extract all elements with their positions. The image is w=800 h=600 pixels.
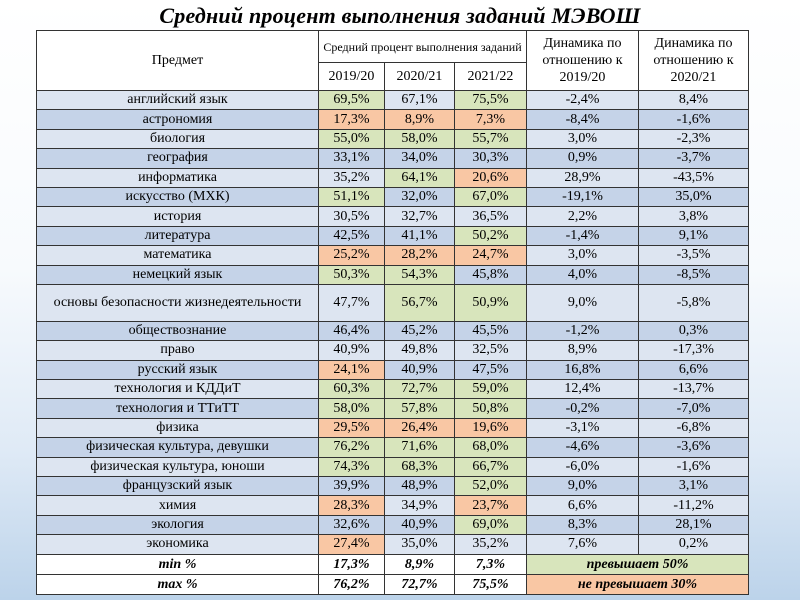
table-row <box>37 515 749 534</box>
subject-cell: технология и ТТиТТ <box>37 399 319 418</box>
dynamics-2019-20-cell: 0,9% <box>527 149 639 168</box>
dynamics-2019-20-cell: 9,0% <box>527 284 639 321</box>
subject-cell: математика <box>37 246 319 265</box>
dynamics-2020-21-cell: -5,8% <box>639 284 749 321</box>
min-label: min % <box>37 554 319 574</box>
dynamics-2019-20-cell: 8,3% <box>527 515 639 534</box>
dynamics-2019-20-cell: -1,2% <box>527 321 639 340</box>
dynamics-2020-21-cell: -43,5% <box>639 168 749 187</box>
dynamics-2020-21-cell: 28,1% <box>639 515 749 534</box>
dynamics-2020-21-cell: -8,5% <box>639 265 749 284</box>
subject-cell: немецкий язык <box>37 265 319 284</box>
header-subject: Предмет <box>37 31 319 91</box>
value-2019-20-cell: 35,2% <box>319 168 385 187</box>
value-2019-20-cell: 47,7% <box>319 284 385 321</box>
value-2021-22-cell: 52,0% <box>455 477 527 496</box>
value-2020-21-cell: 26,4% <box>385 418 455 437</box>
header-year-2019-20: 2019/20 <box>319 63 385 91</box>
dynamics-2020-21-cell: 6,6% <box>639 360 749 379</box>
dynamics-2020-21-cell: -17,3% <box>639 341 749 360</box>
value-2021-22-cell: 55,7% <box>455 129 527 148</box>
dynamics-2019-20-cell: -1,4% <box>527 226 639 245</box>
value-2020-21-cell: 57,8% <box>385 399 455 418</box>
value-2021-22-cell: 35,2% <box>455 535 527 554</box>
value-2020-21-cell: 45,2% <box>385 321 455 340</box>
dynamics-2019-20-cell: -19,1% <box>527 187 639 206</box>
header-dynamics-2020-21: Динамика по отношению к 2020/21 <box>639 31 749 91</box>
table-row <box>37 149 749 168</box>
subject-cell: география <box>37 149 319 168</box>
dynamics-2020-21-cell: -1,6% <box>639 457 749 476</box>
value-2021-22-cell: 30,3% <box>455 149 527 168</box>
table-row <box>37 380 749 399</box>
table-row <box>37 284 749 321</box>
dynamics-2019-20-cell: 12,4% <box>527 380 639 399</box>
table-row <box>37 399 749 418</box>
results-table <box>36 30 749 595</box>
table-row <box>37 129 749 148</box>
header-dynamics-2019-20: Динамика по отношению к 2019/20 <box>527 31 639 91</box>
dynamics-2019-20-cell: -2,4% <box>527 91 639 110</box>
value-2021-22-cell: 50,9% <box>455 284 527 321</box>
table-row <box>37 91 749 110</box>
value-2020-21-cell: 40,9% <box>385 515 455 534</box>
dynamics-2019-20-cell: 4,0% <box>527 265 639 284</box>
value-2020-21-cell: 49,8% <box>385 341 455 360</box>
subject-cell: биология <box>37 129 319 148</box>
dynamics-2020-21-cell: -13,7% <box>639 380 749 399</box>
value-2020-21-cell: 41,1% <box>385 226 455 245</box>
subject-cell: право <box>37 341 319 360</box>
value-2019-20-cell: 28,3% <box>319 496 385 515</box>
value-2021-22-cell: 45,5% <box>455 321 527 340</box>
value-2021-22-cell: 66,7% <box>455 457 527 476</box>
value-2019-20-cell: 50,3% <box>319 265 385 284</box>
value-2020-21-cell: 64,1% <box>385 168 455 187</box>
dynamics-2020-21-cell: -7,0% <box>639 399 749 418</box>
max-value: 72,7% <box>385 574 455 594</box>
dynamics-2019-20-cell: 8,9% <box>527 341 639 360</box>
value-2019-20-cell: 42,5% <box>319 226 385 245</box>
dynamics-2020-21-cell: -3,6% <box>639 438 749 457</box>
table-row <box>37 477 749 496</box>
dynamics-2019-20-cell: 3,0% <box>527 129 639 148</box>
dynamics-2020-21-cell: -3,5% <box>639 246 749 265</box>
value-2020-21-cell: 34,0% <box>385 149 455 168</box>
dynamics-2019-20-cell: -8,4% <box>527 110 639 129</box>
table-row <box>37 187 749 206</box>
legend-green: превышает 50% <box>527 554 749 574</box>
table-row <box>37 168 749 187</box>
dynamics-2019-20-cell: -4,6% <box>527 438 639 457</box>
value-2021-22-cell: 50,2% <box>455 226 527 245</box>
dynamics-2019-20-cell: -0,2% <box>527 399 639 418</box>
value-2021-22-cell: 32,5% <box>455 341 527 360</box>
value-2020-21-cell: 54,3% <box>385 265 455 284</box>
min-value: 17,3% <box>319 554 385 574</box>
table-row <box>37 226 749 245</box>
table-row <box>37 535 749 554</box>
subject-cell: экономика <box>37 535 319 554</box>
subject-cell: экология <box>37 515 319 534</box>
value-2021-22-cell: 36,5% <box>455 207 527 226</box>
value-2020-21-cell: 32,0% <box>385 187 455 206</box>
subject-cell: физическая культура, девушки <box>37 438 319 457</box>
value-2019-20-cell: 51,1% <box>319 187 385 206</box>
value-2019-20-cell: 46,4% <box>319 321 385 340</box>
dynamics-2020-21-cell: -1,6% <box>639 110 749 129</box>
dynamics-2019-20-cell: -3,1% <box>527 418 639 437</box>
value-2021-22-cell: 23,7% <box>455 496 527 515</box>
value-2020-21-cell: 35,0% <box>385 535 455 554</box>
value-2019-20-cell: 24,1% <box>319 360 385 379</box>
subject-cell: информатика <box>37 168 319 187</box>
value-2020-21-cell: 71,6% <box>385 438 455 457</box>
subject-cell: физика <box>37 418 319 437</box>
value-2021-22-cell: 68,0% <box>455 438 527 457</box>
max-value: 76,2% <box>319 574 385 594</box>
dynamics-2020-21-cell: 3,1% <box>639 477 749 496</box>
max-value: 75,5% <box>455 574 527 594</box>
dynamics-2020-21-cell: 9,1% <box>639 226 749 245</box>
table-row <box>37 360 749 379</box>
value-2019-20-cell: 58,0% <box>319 399 385 418</box>
subject-cell: искусство (МХК) <box>37 187 319 206</box>
value-2019-20-cell: 39,9% <box>319 477 385 496</box>
value-2020-21-cell: 68,3% <box>385 457 455 476</box>
subject-cell: технология и КДДиТ <box>37 380 319 399</box>
value-2021-22-cell: 59,0% <box>455 380 527 399</box>
value-2019-20-cell: 74,3% <box>319 457 385 476</box>
dynamics-2019-20-cell: 16,8% <box>527 360 639 379</box>
dynamics-2020-21-cell: 8,4% <box>639 91 749 110</box>
dynamics-2019-20-cell: 6,6% <box>527 496 639 515</box>
subject-cell: русский язык <box>37 360 319 379</box>
value-2021-22-cell: 50,8% <box>455 399 527 418</box>
header-year-2020-21: 2020/21 <box>385 63 455 91</box>
value-2019-20-cell: 33,1% <box>319 149 385 168</box>
max-label: max % <box>37 574 319 594</box>
value-2021-22-cell: 75,5% <box>455 91 527 110</box>
value-2021-22-cell: 45,8% <box>455 265 527 284</box>
subject-cell: французский язык <box>37 477 319 496</box>
min-value: 8,9% <box>385 554 455 574</box>
value-2019-20-cell: 76,2% <box>319 438 385 457</box>
value-2020-21-cell: 72,7% <box>385 380 455 399</box>
value-2021-22-cell: 67,0% <box>455 187 527 206</box>
dynamics-2019-20-cell: 28,9% <box>527 168 639 187</box>
value-2020-21-cell: 28,2% <box>385 246 455 265</box>
value-2019-20-cell: 55,0% <box>319 129 385 148</box>
value-2020-21-cell: 58,0% <box>385 129 455 148</box>
table-row <box>37 496 749 515</box>
value-2020-21-cell: 32,7% <box>385 207 455 226</box>
dynamics-2020-21-cell: 3,8% <box>639 207 749 226</box>
dynamics-2019-20-cell: 7,6% <box>527 535 639 554</box>
table-row <box>37 207 749 226</box>
dynamics-2019-20-cell: -6,0% <box>527 457 639 476</box>
value-2020-21-cell: 48,9% <box>385 477 455 496</box>
value-2021-22-cell: 19,6% <box>455 418 527 437</box>
table-row <box>37 457 749 476</box>
subject-cell: английский язык <box>37 91 319 110</box>
subject-cell: основы безопасности жизнедеятельности <box>37 284 319 321</box>
value-2021-22-cell: 69,0% <box>455 515 527 534</box>
dynamics-2020-21-cell: -3,7% <box>639 149 749 168</box>
value-2019-20-cell: 27,4% <box>319 535 385 554</box>
dynamics-2020-21-cell: 0,2% <box>639 535 749 554</box>
subject-cell: литература <box>37 226 319 245</box>
table-row <box>37 418 749 437</box>
legend-orange: не превышает 30% <box>527 574 749 594</box>
subject-cell: астрономия <box>37 110 319 129</box>
value-2019-20-cell: 29,5% <box>319 418 385 437</box>
dynamics-2019-20-cell: 9,0% <box>527 477 639 496</box>
value-2019-20-cell: 60,3% <box>319 380 385 399</box>
dynamics-2019-20-cell: 2,2% <box>527 207 639 226</box>
value-2019-20-cell: 40,9% <box>319 341 385 360</box>
value-2021-22-cell: 7,3% <box>455 110 527 129</box>
table-row <box>37 341 749 360</box>
value-2020-21-cell: 67,1% <box>385 91 455 110</box>
table-row <box>37 438 749 457</box>
value-2019-20-cell: 25,2% <box>319 246 385 265</box>
dynamics-2020-21-cell: -11,2% <box>639 496 749 515</box>
header-percent-group: Средний процент выполнения заданий <box>319 31 527 63</box>
table-row <box>37 246 749 265</box>
value-2019-20-cell: 17,3% <box>319 110 385 129</box>
header-year-2021-22: 2021/22 <box>455 63 527 91</box>
value-2021-22-cell: 20,6% <box>455 168 527 187</box>
value-2021-22-cell: 24,7% <box>455 246 527 265</box>
table-row <box>37 110 749 129</box>
value-2019-20-cell: 69,5% <box>319 91 385 110</box>
value-2019-20-cell: 30,5% <box>319 207 385 226</box>
value-2020-21-cell: 8,9% <box>385 110 455 129</box>
dynamics-2019-20-cell: 3,0% <box>527 246 639 265</box>
subject-cell: физическая культура, юноши <box>37 457 319 476</box>
page-title: Средний процент выполнения заданий МЭВОШ <box>159 3 641 28</box>
value-2020-21-cell: 34,9% <box>385 496 455 515</box>
dynamics-2020-21-cell: -6,8% <box>639 418 749 437</box>
table-row <box>37 265 749 284</box>
table-row <box>37 321 749 340</box>
value-2019-20-cell: 32,6% <box>319 515 385 534</box>
subject-cell: обществознание <box>37 321 319 340</box>
value-2021-22-cell: 47,5% <box>455 360 527 379</box>
min-value: 7,3% <box>455 554 527 574</box>
dynamics-2020-21-cell: 0,3% <box>639 321 749 340</box>
subject-cell: история <box>37 207 319 226</box>
dynamics-2020-21-cell: 35,0% <box>639 187 749 206</box>
value-2020-21-cell: 56,7% <box>385 284 455 321</box>
subject-cell: химия <box>37 496 319 515</box>
dynamics-2020-21-cell: -2,3% <box>639 129 749 148</box>
value-2020-21-cell: 40,9% <box>385 360 455 379</box>
